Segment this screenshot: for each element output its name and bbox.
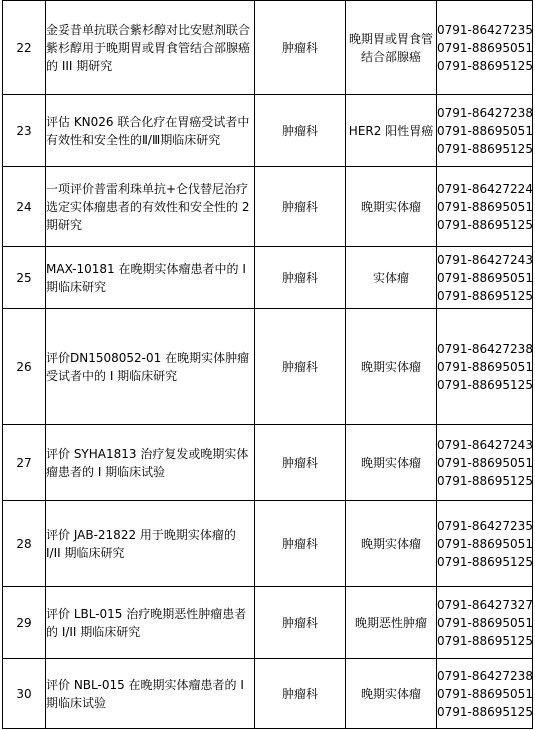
disease-type: 实体瘤 (346, 247, 437, 309)
phone-number: 0791-88695051 (437, 615, 533, 630)
contact-phones (437, 425, 533, 501)
trial-title: 一项评价普雷利珠单抗+仑伐替尼治疗选定实体瘤患者的有效性和安全性的 2 期研究 (46, 167, 255, 247)
row-number: 22 (3, 1, 46, 95)
phone-number: 0791-88695125 (437, 633, 533, 648)
trial-title: 评价 LBL-015 治疗晚期恶性肿瘤患者的 I/II 期临床研究 (46, 587, 255, 659)
department: 肿瘤科 (255, 1, 346, 95)
trial-title: 评价 SYHA1813 治疗复发或晚期实体瘤患者的 I 期临床试验 (46, 425, 255, 501)
phone-number: 0791-88695051 (437, 199, 533, 214)
department: 肿瘤科 (255, 247, 346, 309)
row-number: 26 (3, 309, 46, 425)
contact-phones (437, 1, 533, 95)
phone-number: 0791-86427235 (437, 518, 533, 533)
contact-phones (437, 659, 533, 729)
row-number: 28 (3, 501, 46, 587)
phone-number: 0791-86427243 (437, 437, 533, 452)
phone-number: 0791-88695051 (437, 40, 533, 55)
contact-phones (437, 95, 533, 167)
table-row (3, 501, 533, 587)
phone-number: 0791-86427224 (437, 181, 533, 196)
disease-type: HER2 阳性胃癌 (346, 95, 437, 167)
table-row (3, 425, 533, 501)
department: 肿瘤科 (255, 587, 346, 659)
table-row (3, 95, 533, 167)
trial-title: 评价 JAB-21822 用于晚期实体瘤的 I/II 期临床研究 (46, 501, 255, 587)
disease-type: 晚期恶性肿瘤 (346, 587, 437, 659)
table-row (3, 587, 533, 659)
contact-phones (437, 501, 533, 587)
phone-number: 0791-86427238 (437, 341, 533, 356)
department: 肿瘤科 (255, 501, 346, 587)
phone-number: 0791-86427243 (437, 252, 533, 267)
phone-number: 0791-86427238 (437, 668, 533, 683)
disease-type: 晚期实体瘤 (346, 425, 437, 501)
disease-type: 晚期实体瘤 (346, 167, 437, 247)
department: 肿瘤科 (255, 95, 346, 167)
department: 肿瘤科 (255, 425, 346, 501)
clinical-trials-table (2, 0, 533, 729)
contact-phones (437, 247, 533, 309)
phone-number: 0791-88695051 (437, 359, 533, 374)
contact-phones (437, 309, 533, 425)
phone-number: 0791-86427327 (437, 597, 533, 612)
contact-phones (437, 167, 533, 247)
phone-number: 0791-88695125 (437, 217, 533, 232)
row-number: 24 (3, 167, 46, 247)
disease-type: 晚期实体瘤 (346, 309, 437, 425)
table-row (3, 167, 533, 247)
disease-type: 晚期实体瘤 (346, 659, 437, 729)
contact-phones (437, 587, 533, 659)
phone-number: 0791-88695051 (437, 123, 533, 138)
table-row (3, 309, 533, 425)
row-number: 23 (3, 95, 46, 167)
trial-title: 评估 KN026 联合化疗在胃癌受试者中有效性和安全性的Ⅱ/Ⅲ期临床研究 (46, 95, 255, 167)
department: 肿瘤科 (255, 309, 346, 425)
phone-number: 0791-88695125 (437, 554, 533, 569)
phone-number: 0791-88695125 (437, 141, 533, 156)
phone-number: 0791-86427238 (437, 105, 533, 120)
disease-type: 晚期实体瘤 (346, 501, 437, 587)
row-number: 30 (3, 659, 46, 729)
trial-title: 金妥昔单抗联合紫杉醇对比安慰剂联合紫杉醇用于晚期胃或胃食管结合部腺癌的 III 期研究 (46, 1, 255, 95)
trial-title: 评价 NBL-015 在晚期实体瘤患者的 I 期临床试验 (46, 659, 255, 729)
phone-number: 0791-86427235 (437, 22, 533, 37)
department: 肿瘤科 (255, 659, 346, 729)
row-number: 29 (3, 587, 46, 659)
phone-number: 0791-88695125 (437, 58, 533, 73)
trial-title: 评价DN1508052-01 在晚期实体肿瘤受试者中的 I 期临床研究 (46, 309, 255, 425)
row-number: 25 (3, 247, 46, 309)
trial-title: MAX-10181 在晚期实体瘤患者中的 I 期临床研究 (46, 247, 255, 309)
row-number: 27 (3, 425, 46, 501)
phone-number: 0791-88695125 (437, 704, 533, 719)
phone-number: 0791-88695051 (437, 270, 533, 285)
table-row (3, 659, 533, 729)
phone-number: 0791-88695051 (437, 686, 533, 701)
department: 肿瘤科 (255, 167, 346, 247)
table-row (3, 247, 533, 309)
phone-number: 0791-88695125 (437, 377, 533, 392)
phone-number: 0791-88695125 (437, 473, 533, 488)
phone-number: 0791-88695051 (437, 455, 533, 470)
phone-number: 0791-88695051 (437, 536, 533, 551)
phone-number: 0791-88695125 (437, 288, 533, 303)
table-row (3, 1, 533, 95)
disease-type: 晚期胃或胃食管结合部腺癌 (346, 1, 437, 95)
